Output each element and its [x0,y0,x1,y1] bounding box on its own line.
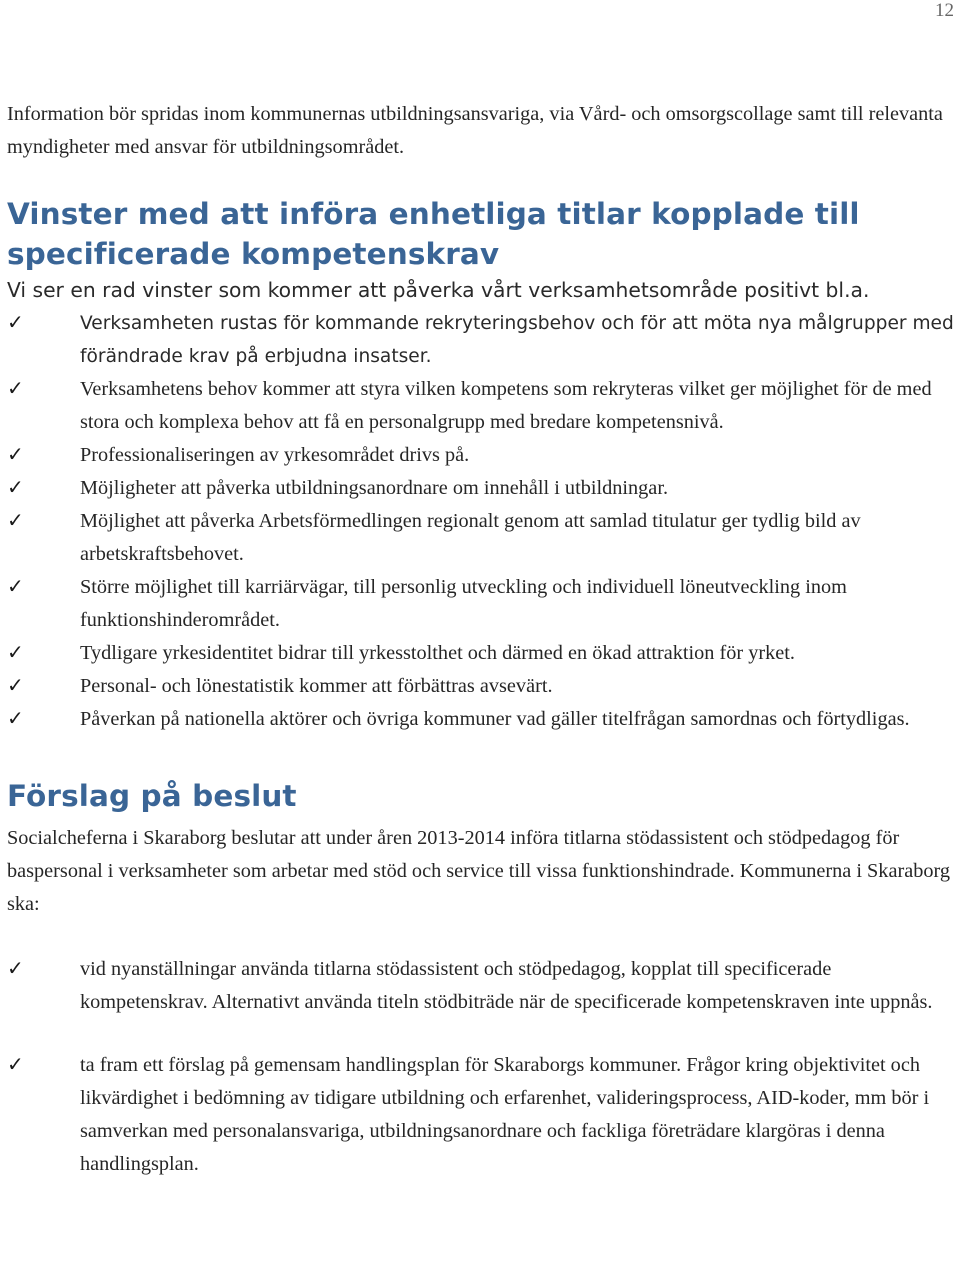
list-item-text: Tydligare yrkesidentitet bidrar till yrkesstolthet och därmed en ökad attraktion för yrket. [80,642,795,664]
beslut-list [7,953,955,1181]
list-item [7,670,955,703]
section-heading-beslut: Förslag på beslut [7,779,297,813]
section-heading-vinster [7,194,955,274]
check-icon: ✓ [7,508,24,532]
check-icon: ✓ [7,1052,24,1076]
list-item-text: Större möjlighet till karriärvägar, till personlig utveckling och individuell löneutveckling inom funktionshinderområdet. [80,576,847,631]
list-item [7,472,955,505]
list-item-text: Personal- och lönestatistik kommer att förbättras avsevärt. [80,675,553,697]
intro-paragraph: Information bör spridas inom kommunernas utbildningsansvariga, via Vård- och omsorgscollage samt till relevanta myndigheter med ansvar för utbildningsområdet. [7,103,943,158]
list-item [7,571,955,637]
list-item-text: Möjlighet att påverka Arbetsförmedlingen regionalt genom att samlad titulatur ger tydlig bild av arbetskraftsbehovet. [80,510,861,565]
heading-line: Vinster med att införa enhetliga titlar kopplade till [7,197,860,231]
list-item [7,703,955,736]
list-item [7,373,955,439]
vinster-lead: Vi ser en rad vinster som kommer att påverka vårt verksamhetsområde positivt bl.a. [7,278,870,302]
list-item-text: Professionaliseringen av yrkesområdet drivs på. [80,444,470,466]
check-icon: ✓ [7,673,24,697]
list-item-text: Verksamheten rustas för kommande rekryteringsbehov och för att möta nya målgrupper med förändrade krav på erbjudna insatser. [80,313,954,367]
list-item [7,505,955,571]
check-icon: ✓ [7,706,24,730]
vinster-list [7,307,955,736]
list-item-text: ta fram ett förslag på gemensam handlingsplan för Skaraborgs kommuner. Frågor kring objektivitet och likvärdighet i bedömning av tidigare utbildning och erfarenhet, valideringsprocess, AID-koder, mm bör i samverkan med personalansvariga, utbildningsanordnare och fackliga företrädare klargöras i denna handlingsplan. [80,1054,930,1175]
check-icon: ✓ [7,475,24,499]
list-item-text: Möjligheter att påverka utbildningsanordnare om innehåll i utbildningar. [80,477,669,499]
check-icon: ✓ [7,956,24,980]
page-number: 12 [935,0,954,21]
list-item-text: Påverkan på nationella aktörer och övriga kommuner vad gäller titelfrågan samordnas och förtydligas. [80,708,910,730]
list-item [7,439,955,472]
beslut-paragraph: Socialcheferna i Skaraborg beslutar att under åren 2013-2014 införa titlarna stödassistent och stödpedagog för baspersonal i verksamheter som arbetar med stöd och service till vissa funktionshindrade. Kommunerna i Skaraborg ska: [7,827,951,915]
check-icon: ✓ [7,640,24,664]
check-icon: ✓ [7,442,24,466]
check-icon: ✓ [7,574,24,598]
document-body [7,98,955,1181]
list-item [7,1049,955,1181]
heading-line: specificerade kompetenskrav [7,237,500,271]
list-item-text: vid nyanställningar använda titlarna stödassistent och stödpedagog, kopplat till specificerade kompetenskrav. Alternativt använda titeln stödbiträde när de specificerade kompetenskraven inte uppnås. [80,958,933,1013]
check-icon: ✓ [7,376,24,400]
list-item [7,307,955,373]
list-item [7,637,955,670]
list-item-text: Verksamhetens behov kommer att styra vilken kompetens som rekryteras vilket ger möjlighet för de med stora och komplexa behov att få en personalgrupp med bredare kompetensnivå. [80,378,932,433]
list-item [7,953,955,1019]
check-icon: ✓ [7,310,24,334]
